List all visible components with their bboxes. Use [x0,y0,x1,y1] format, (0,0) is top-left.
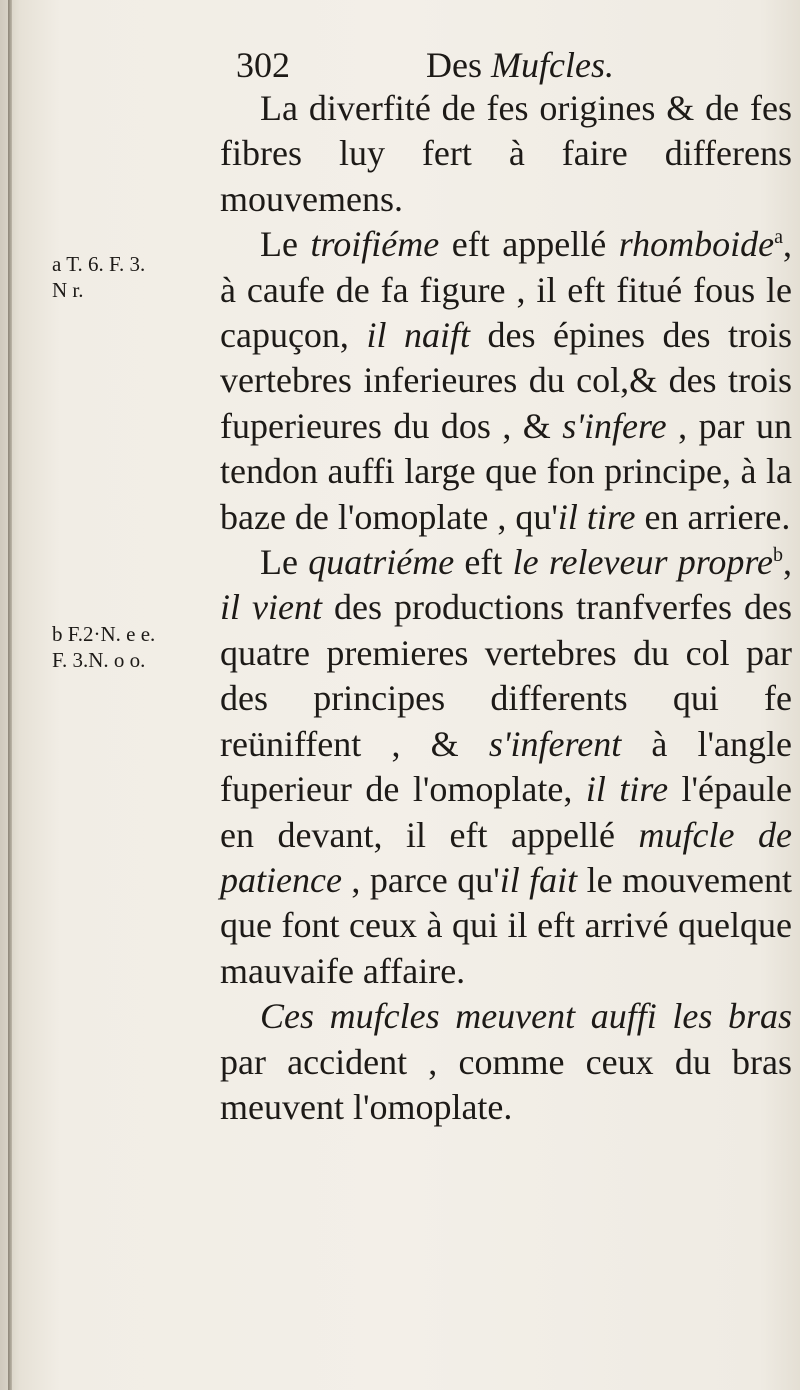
paragraph [220,86,792,222]
text-run: des épines des trois vertebres inferieures du col,& des trois fuperieures du dos , & [220,315,792,446]
running-title-italic: Mufcles. [491,45,614,85]
italic-text: troifiéme [310,224,440,265]
text-run: par accident , comme ceux du bras meuvent l'omoplate. [220,1041,792,1127]
italic-text: il vient [220,587,322,628]
body-text [220,86,792,1130]
text-run: , à caufe de fa figure , il eft fitué fous le capuçon, [220,224,792,356]
text-run: à l'angle fuperieur de l'omoplate, [220,723,792,810]
margin-note: b F.2·N. e e. [52,622,156,646]
italic-text: le releveur propre [512,542,774,583]
page-number: 302 [236,45,290,85]
italic-text: il fait [499,859,578,900]
italic-text: s'infere [562,405,667,446]
margin-note: N r. [52,278,84,302]
running-title-prefix: Des [426,45,482,85]
footnote-marker: b [773,544,784,567]
text-run: La diverfité de fes origines & de fes fibres luy fert à faire differens mouvemens. [220,88,792,219]
text-run: Le [260,224,311,265]
text-run: eft [454,542,513,583]
italic-text: il naift [366,315,470,356]
italic-text: Ces mufcles meuvent auffi les bras [260,996,792,1037]
text-run: des productions tranfverfes des quatre premieres vertebres du col par des principes differents qui fe reüniffent , & [220,587,792,764]
italic-text: s'inferent [488,723,622,764]
margin-note: F. 3.N. o o. [52,648,146,672]
paragraph [220,540,792,994]
text-run: le mouvement que font ceux à qui il eft arrivé quelque mauvaife affaire. [220,859,792,991]
footnote-marker: a [774,226,783,249]
text-run: l'épaule en devant, il eft appellé [220,769,792,855]
italic-text: il tire [585,769,669,810]
italic-text: rhomboide [618,224,775,265]
paragraph [220,994,792,1130]
text-run: eft appellé [439,224,619,265]
binding-gutter [8,0,12,1390]
italic-text: il tire [557,496,636,537]
italic-text: mufcle de patience [220,814,793,900]
text-run: , par un tendon auffi large que fon principe, à la baze de l'omoplate , qu' [220,405,792,537]
text-run: , [783,542,793,583]
paragraph [220,222,792,540]
text-run: Le [260,542,309,583]
text-run: en arriere. [635,496,791,537]
running-title [426,44,614,86]
text-run: , parce qu' [341,859,500,900]
italic-text: quatriéme [308,542,455,583]
margin-note: a T. 6. F. 3. [52,252,146,276]
